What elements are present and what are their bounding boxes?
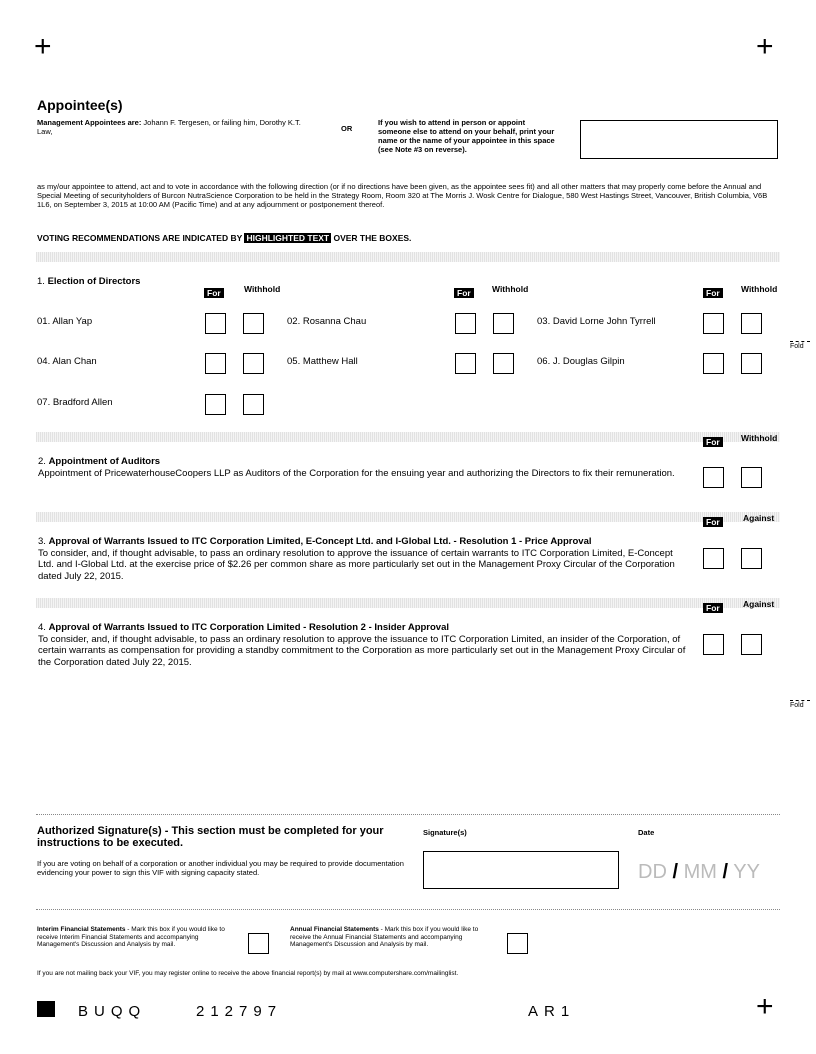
res1-against-checkbox[interactable] <box>741 548 762 569</box>
res2-title: Approval of Warrants Issued to ITC Corporation Limited - Resolution 2 - Insider Approval <box>48 622 450 633</box>
res1-for-checkbox[interactable] <box>703 548 724 569</box>
director-name: 01. Allan Yap <box>37 316 93 327</box>
interim-statements-text <box>37 926 237 949</box>
withhold-header-col3: Withhold <box>741 284 778 294</box>
signature-divider <box>36 814 780 815</box>
director-name: 02. Rosanna Chau <box>287 316 367 327</box>
fold-marker: Fold <box>790 700 810 709</box>
director-04-withhold-checkbox[interactable] <box>243 353 264 374</box>
fold-marker: Fold <box>790 341 810 350</box>
res2-for-checkbox[interactable] <box>703 634 724 655</box>
withhold-header-col1: Withhold <box>244 284 281 294</box>
signature-label: Signature(s) <box>423 828 467 837</box>
res1-number: 3. <box>38 536 49 547</box>
director-03-withhold-checkbox[interactable] <box>741 313 762 334</box>
black-square-marker <box>37 1001 55 1017</box>
election-number: 1. <box>37 276 48 287</box>
signature-heading: Authorized Signature(s) - This section must be completed for your instructions to be executed. <box>37 825 384 849</box>
appointee-body-text: as my/our appointee to attend, act and to vote in accordance with the following direction (or if no directions have been given, as the appointee sees fit) and all other matters that may properly come before the Annual and Special Meeting of securityholders of Burcon NutraScience Corporation to be held in the Strategy Room, Room 320 at The Morris J. Wosk Centre for Dialogue, 580 West Hastings Street, Vancouver, British Columbia, V6B 1L6, on September 3, 2015 at 10:00 AM (Pacific Time) and at any adjournment or postponement thereof. <box>37 182 768 209</box>
date-input[interactable] <box>638 860 760 884</box>
date-year-placeholder: YY <box>733 861 760 883</box>
date-day-placeholder: DD <box>638 861 667 883</box>
against-header-res2: Against <box>743 599 775 609</box>
director-name: 03. David Lorne John Tyrrell <box>537 316 656 327</box>
director-02-withhold-checkbox[interactable] <box>493 313 514 334</box>
date-month-placeholder: MM <box>683 861 717 883</box>
withhold-header-auditors: Withhold <box>741 433 778 443</box>
annual-statements-desc: - Mark this box if you would like to receive the Annual Financial Statements and accompanying Management's Discussion and Analysis by mail. <box>290 926 479 948</box>
management-appointees <box>37 118 307 136</box>
section-divider <box>36 252 780 262</box>
financial-divider <box>36 909 780 910</box>
annual-statements-checkbox[interactable] <box>507 933 528 954</box>
voting-rec-prefix: VOTING RECOMMENDATIONS ARE INDICATED BY <box>37 233 245 243</box>
director-07-withhold-checkbox[interactable] <box>243 394 264 415</box>
appointee-heading: Appointee(s) <box>37 97 123 113</box>
for-header-res2: For <box>703 598 723 616</box>
footer-code-issuer: BUQQ <box>78 1003 147 1020</box>
res2-body: To consider, and, if thought advisable, to pass an ordinary resolution to approve the issuance to ITC Corporation Limited, an insider of the Corporation, of certain warrants as compensation for providing a standby commitment to the Corporation as more particularly set out in the Management Proxy Circular of the Corporation dated July 22, 2015. <box>38 633 686 668</box>
director-01-withhold-checkbox[interactable] <box>243 313 264 334</box>
director-03-for-checkbox[interactable] <box>703 313 724 334</box>
footer-code-form: AR1 <box>528 1003 576 1020</box>
for-header-col1: For <box>204 283 224 301</box>
date-separator: / <box>722 861 729 883</box>
or-label: OR <box>341 124 353 133</box>
registration-mark-top-left: + <box>34 30 52 63</box>
footer-code-number: 212797 <box>196 1003 283 1020</box>
withhold-header-col2: Withhold <box>492 284 529 294</box>
director-name: 04. Alan Chan <box>37 356 97 367</box>
director-06-for-checkbox[interactable] <box>703 353 724 374</box>
registration-mark-top-right: + <box>756 30 774 63</box>
auditors-withhold-checkbox[interactable] <box>741 467 762 488</box>
director-name: 05. Matthew Hall <box>287 356 358 367</box>
signature-note: If you are voting on behalf of a corporation or another individual you may be required to provide documentation evidencing your power to sign this VIF with signing capacity stated. <box>37 859 404 877</box>
voting-rec-highlight: HIGHLIGHTED TEXT <box>246 233 330 243</box>
section-divider <box>36 598 780 608</box>
for-header-res1: For <box>703 512 723 530</box>
interim-statements-desc: - Mark this box if you would like to receive Interim Financial Statements and accompanying Management's Discussion and Analysis by mail. <box>37 926 225 948</box>
election-heading <box>37 276 140 288</box>
date-label: Date <box>638 828 655 837</box>
res2-number: 4. <box>38 622 49 633</box>
voting-recommendations <box>37 233 411 243</box>
registration-mark-bottom-right: + <box>756 990 774 1023</box>
auditors-body: Appointment of PricewaterhouseCoopers LLP as Auditors of the Corporation for the ensuing year and authorizing the Directors to fix their remuneration. <box>38 467 675 479</box>
against-header-res1: Against <box>743 513 775 523</box>
interim-statements-checkbox[interactable] <box>248 933 269 954</box>
appointee-instruction: If you wish to attend in person or appoint someone else to attend on your behalf, print your name or the name of your appointee in this space (see Note #3 on reverse). <box>378 118 555 154</box>
online-registration-note: If you are not mailing back your VIF, you may register online to receive the above financial report(s) by mail at www.computershare.com/mailinglist. <box>37 970 459 977</box>
auditors-title: Appointment of Auditors <box>48 456 161 467</box>
resolution-1 <box>38 536 688 582</box>
director-02-for-checkbox[interactable] <box>455 313 476 334</box>
annual-statements-text <box>290 926 495 949</box>
auditors-resolution <box>38 456 688 479</box>
interim-statements-title: Interim Financial Statements <box>37 926 126 933</box>
director-07-for-checkbox[interactable] <box>205 394 226 415</box>
management-appointees-names: Johann F. Tergesen, or failing him, Dorothy K.T. Law, <box>37 118 301 136</box>
director-name: 07. Bradford Allen <box>37 397 113 408</box>
section-divider <box>36 512 780 522</box>
signature-input[interactable] <box>423 851 619 889</box>
res1-title: Approval of Warrants Issued to ITC Corporation Limited, E-Concept Ltd. and I-Global Ltd. - Resolution 1 - Price Approval <box>48 536 592 547</box>
director-06-withhold-checkbox[interactable] <box>741 353 762 374</box>
appointee-name-input[interactable] <box>580 120 778 159</box>
section-divider <box>36 432 780 442</box>
director-04-for-checkbox[interactable] <box>205 353 226 374</box>
director-05-withhold-checkbox[interactable] <box>493 353 514 374</box>
for-header-col3: For <box>703 283 723 301</box>
director-05-for-checkbox[interactable] <box>455 353 476 374</box>
for-header-col2: For <box>454 283 474 301</box>
auditors-for-checkbox[interactable] <box>703 467 724 488</box>
auditors-number: 2. <box>38 456 49 467</box>
date-separator: / <box>672 861 679 883</box>
res1-body: To consider, and, if thought advisable, to pass an ordinary resolution to approve the issuance of certain warrants to ITC Corporation Limited, E-Concept Ltd. and I-Global Ltd. at the exercise price of $2.26 per common share as more particularly set out in the Management Proxy Circular of the Corporation dated July 22, 2015. <box>38 547 675 582</box>
res2-against-checkbox[interactable] <box>741 634 762 655</box>
for-header-auditors: For <box>703 432 723 450</box>
director-01-for-checkbox[interactable] <box>205 313 226 334</box>
voting-rec-suffix: OVER THE BOXES. <box>331 233 412 243</box>
annual-statements-title: Annual Financial Statements <box>290 926 379 933</box>
resolution-2 <box>38 622 688 668</box>
election-title: Election of Directors <box>47 276 141 287</box>
management-appointees-label: Management Appointees are: <box>37 118 142 127</box>
director-name: 06. J. Douglas Gilpin <box>537 356 625 367</box>
